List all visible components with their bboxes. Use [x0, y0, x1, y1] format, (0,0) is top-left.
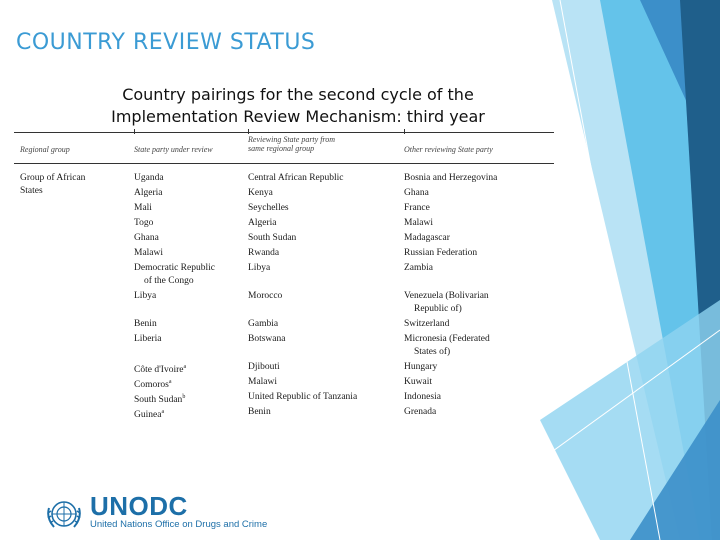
reviewing-same-group-cell: Gambia: [248, 319, 279, 329]
other-reviewing-cell: Bosnia and Herzegovina: [404, 173, 498, 183]
table-body: [14, 164, 554, 421]
header-regional-group: Regional group: [20, 145, 70, 154]
un-emblem-icon: [44, 494, 84, 534]
other-reviewing-cell: Grenada: [404, 407, 437, 417]
logo-subtitle: United Nations Office on Drugs and Crime: [90, 519, 268, 530]
state-under-review-cell: Democratic Republic of the Congo: [134, 263, 215, 286]
header-reviewing-same-group: Reviewing State party from same regional group: [248, 135, 336, 153]
other-reviewing-cell: Malawi: [404, 218, 434, 228]
state-under-review-cell: Togo: [134, 218, 154, 228]
state-under-review-cell: Uganda: [134, 173, 164, 183]
other-reviewing-cell: Madagascar: [404, 233, 450, 243]
reviewing-same-group-cell: Morocco: [248, 291, 283, 301]
header-other-reviewing: Other reviewing State party: [404, 145, 493, 154]
subtitle-line-1: Country pairings for the second cycle of the: [122, 85, 474, 104]
table-row: [14, 376, 554, 391]
table-row: [14, 187, 554, 202]
reviewing-same-group-cell: Kenya: [248, 188, 273, 198]
state-under-review-cell: Algeria: [134, 188, 163, 198]
table-row: [14, 232, 554, 247]
other-reviewing-cell: Hungary: [404, 362, 438, 372]
other-reviewing-cell: Ghana: [404, 188, 429, 198]
reviewing-same-group-cell: Botswana: [248, 334, 286, 344]
reviewing-same-group-cell: Benin: [248, 407, 271, 417]
reviewing-same-group-cell: Libya: [248, 263, 271, 273]
state-under-review-cell: Benin: [134, 319, 157, 329]
state-under-review-cell: Comoros$^a$: [134, 379, 172, 391]
table-row: [14, 333, 554, 361]
other-reviewing-cell: Indonesia: [404, 392, 441, 402]
state-under-review-cell: Liberia: [134, 334, 162, 344]
table-row: [14, 262, 554, 290]
table-row: [14, 247, 554, 262]
table-row: [14, 202, 554, 217]
reviewing-same-group-cell: Malawi: [248, 377, 278, 387]
logo-wordmark: UNODC: [90, 491, 188, 521]
other-reviewing-cell: Russian Federation: [404, 248, 478, 258]
reviewing-same-group-cell: South Sudan: [248, 233, 297, 243]
other-reviewing-cell: Micronesia (Federated States of): [404, 334, 490, 357]
table-row: [14, 217, 554, 232]
state-under-review-cell: Ghana: [134, 233, 159, 243]
state-under-review-cell: South Sudan$^b$: [134, 394, 186, 406]
other-reviewing-cell: Switzerland: [404, 319, 450, 329]
table-row: [14, 318, 554, 333]
regional-group-cell: Group of African States: [20, 173, 86, 196]
reviewing-same-group-cell: Algeria: [248, 218, 277, 228]
slide-subtitle: [88, 84, 508, 128]
state-under-review-cell: Côte d'Ivoire$^a$: [134, 364, 187, 376]
other-reviewing-cell: Kuwait: [404, 377, 432, 387]
slide-title: COUNTRY REVIEW STATUS: [16, 30, 316, 55]
state-under-review-cell: Mali: [134, 203, 152, 213]
other-reviewing-cell: France: [404, 203, 430, 213]
reviewing-same-group-cell: Central African Republic: [248, 173, 344, 183]
state-under-review-cell: Malawi: [134, 248, 164, 258]
header-state-under-review: State party under review: [134, 145, 213, 154]
table-header: [14, 133, 554, 163]
other-reviewing-cell: Zambia: [404, 263, 434, 273]
table-row: [14, 391, 554, 406]
table-row: [14, 406, 554, 421]
table-row: [14, 361, 554, 376]
subtitle-line-2: Implementation Review Mechanism: third year: [111, 107, 485, 126]
reviewing-same-group-cell: Seychelles: [248, 203, 289, 213]
reviewing-same-group-cell: Djibouti: [248, 362, 280, 372]
state-under-review-cell: Guinea$^a$: [134, 409, 165, 421]
reviewing-same-group-cell: Rwanda: [248, 248, 280, 258]
reviewing-same-group-cell: United Republic of Tanzania: [248, 392, 358, 402]
pairings-table: [14, 132, 554, 421]
other-reviewing-cell: Venezuela (Bolivarian Republic of): [404, 291, 489, 314]
state-under-review-cell: Libya: [134, 291, 157, 301]
table-row: [14, 290, 554, 318]
